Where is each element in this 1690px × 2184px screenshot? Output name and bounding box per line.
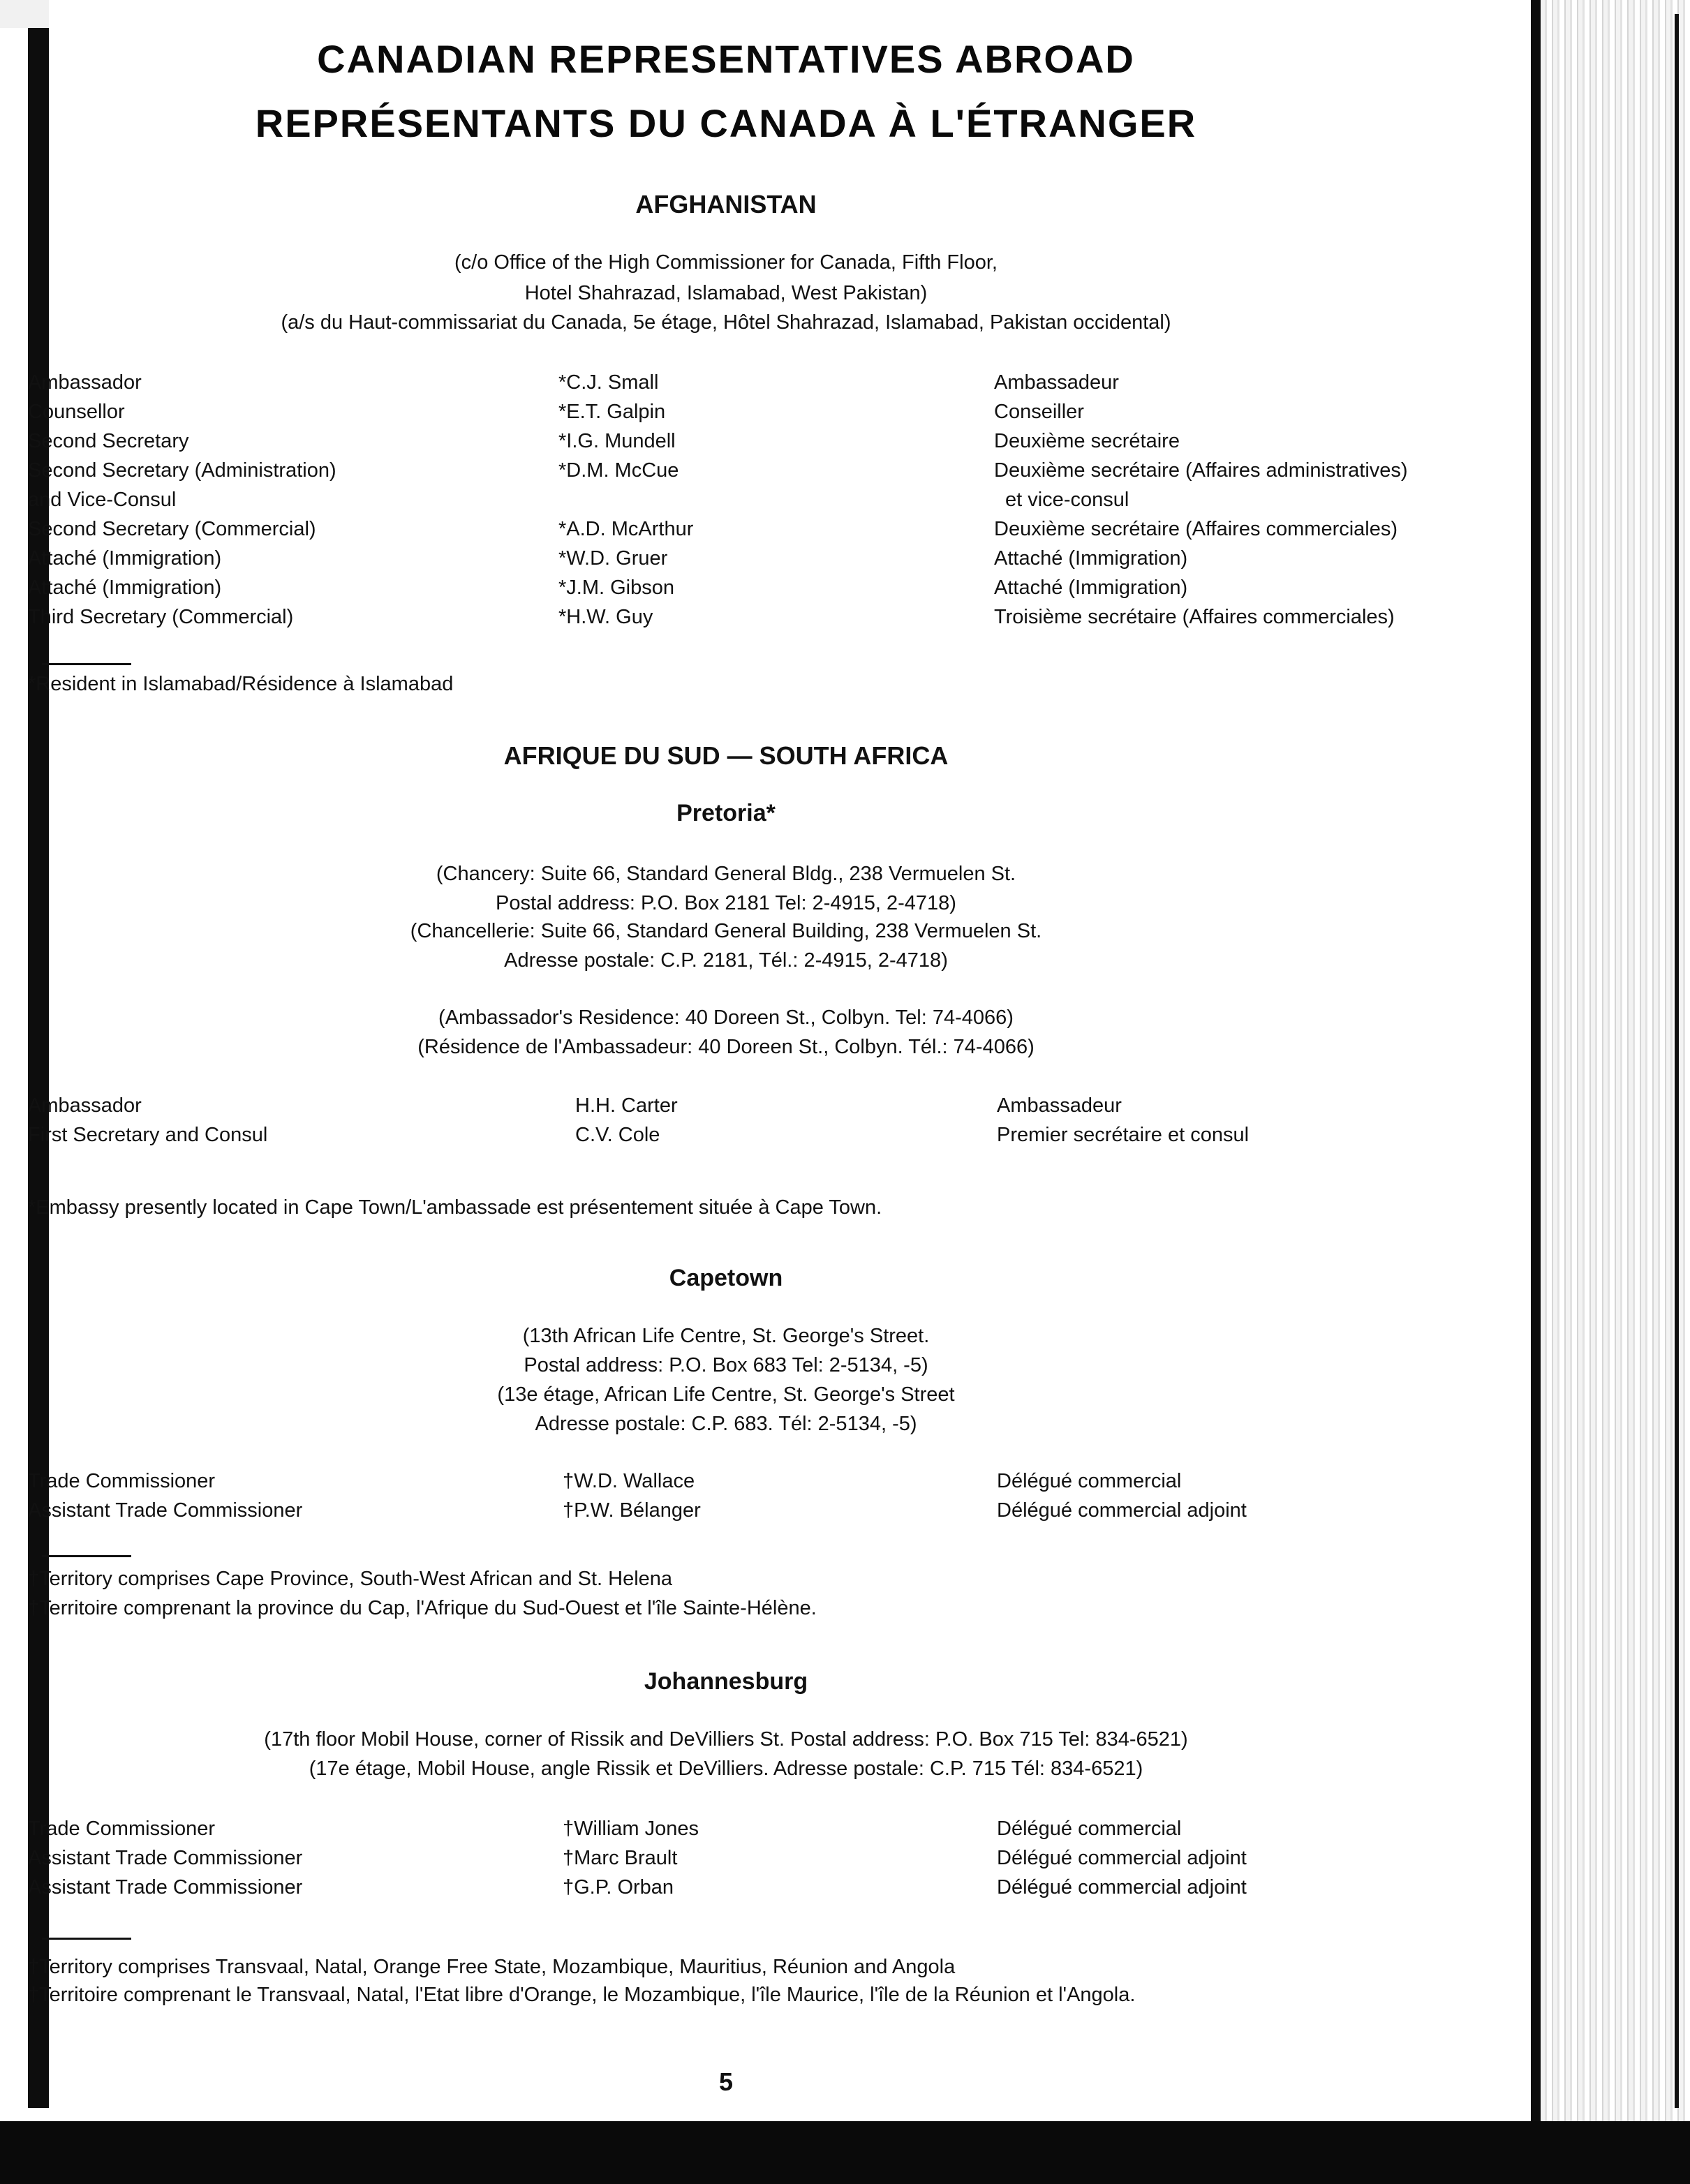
staff-name: †W.D. Wallace bbox=[563, 1470, 695, 1492]
staff-title-fr: Attaché (Immigration) bbox=[994, 577, 1188, 599]
scan-corner bbox=[0, 0, 49, 28]
staff-title-en: Assistant Trade Commissioner bbox=[28, 1847, 303, 1869]
staff-title-fr: Deuxième secrétaire (Affaires administratives) bbox=[994, 459, 1408, 482]
staff-name: *J.M. Gibson bbox=[558, 577, 674, 599]
staff-name: *C.J. Small bbox=[558, 371, 659, 394]
pretoria-address-line: Adresse postale: C.P. 2181, Tél.: 2-4915, 2-4718) bbox=[504, 949, 948, 972]
footnote-rule bbox=[42, 663, 131, 665]
scan-left-edge bbox=[28, 28, 49, 2108]
staff-title-en: Third Secretary (Commercial) bbox=[28, 606, 294, 628]
staff-title-en: First Secretary and Consul bbox=[28, 1124, 268, 1146]
staff-title-en: Assistant Trade Commissioner bbox=[28, 1499, 303, 1522]
staff-title-fr: Attaché (Immigration) bbox=[994, 547, 1188, 570]
staff-name: C.V. Cole bbox=[575, 1124, 660, 1146]
johannesburg-address-line: (17e étage, Mobil House, angle Rissik et DeVilliers. Adresse postale: C.P. 715 Tél: 834-6521) bbox=[309, 1758, 1143, 1780]
staff-name: †Marc Brault bbox=[563, 1847, 678, 1869]
page-title-en: CANADIAN REPRESENTATIVES ABROAD bbox=[317, 37, 1135, 81]
staff-name: *W.D. Gruer bbox=[558, 547, 668, 570]
staff-title-fr: Délégué commercial bbox=[997, 1470, 1182, 1492]
staff-name: *E.T. Galpin bbox=[558, 401, 666, 423]
pretoria-address-line: (Chancery: Suite 66, Standard General Bldg., 238 Vermuelen St. bbox=[436, 863, 1016, 885]
footnote-rule bbox=[42, 1938, 131, 1940]
afghanistan-footnote: *Resident in Islamabad/Résidence à Islamabad bbox=[28, 673, 454, 695]
footnote-rule bbox=[42, 1555, 131, 1557]
staff-name: *D.M. McCue bbox=[558, 459, 679, 482]
staff-title-fr: Deuxième secrétaire bbox=[994, 430, 1180, 452]
staff-title-en: Ambassador bbox=[28, 371, 142, 394]
staff-title-en: and Vice-Consul bbox=[28, 489, 177, 511]
pretoria-footnote: *Embassy presently located in Cape Town/L'ambassade est présentement située à Cape Town. bbox=[28, 1196, 882, 1219]
johannesburg-footnote: †Territory comprises Transvaal, Natal, Orange Free State, Mozambique, Mauritius, Réunion and Angola bbox=[28, 1956, 956, 1978]
staff-name: †G.P. Orban bbox=[563, 1876, 674, 1899]
capetown-address-line: (13e étage, African Life Centre, St. George's Street bbox=[497, 1383, 955, 1406]
staff-title-en: Trade Commissioner bbox=[28, 1818, 216, 1840]
staff-name: H.H. Carter bbox=[575, 1094, 678, 1117]
pretoria-address-line: (Chancellerie: Suite 66, Standard General Building, 238 Vermuelen St. bbox=[410, 920, 1042, 942]
heading-south-africa: AFRIQUE DU SUD — SOUTH AFRICA bbox=[503, 741, 949, 770]
page-number: 5 bbox=[718, 2067, 734, 2096]
staff-title-en: Counsellor bbox=[28, 401, 125, 423]
staff-name: †William Jones bbox=[563, 1818, 699, 1840]
pretoria-residence-line: (Résidence de l'Ambassadeur: 40 Doreen St., Colbyn. Tél.: 74-4066) bbox=[417, 1036, 1035, 1058]
pretoria-address-line: Postal address: P.O. Box 2181 Tel: 2-4915, 2-4718) bbox=[496, 892, 956, 914]
heading-capetown: Capetown bbox=[669, 1265, 783, 1291]
staff-title-fr: Ambassadeur bbox=[994, 371, 1119, 394]
staff-title-en: Attaché (Immigration) bbox=[28, 547, 222, 570]
staff-title-en: Second Secretary (Commercial) bbox=[28, 518, 316, 540]
staff-title-fr: Premier secrétaire et consul bbox=[997, 1124, 1250, 1146]
staff-title-fr: Délégué commercial adjoint bbox=[997, 1847, 1247, 1869]
johannesburg-address-line: (17th floor Mobil House, corner of Rissik and DeVilliers St. Postal address: P.O. Box 715 Tel: 834-6521) bbox=[264, 1728, 1188, 1751]
johannesburg-footnote: †Territoire comprenant le Transvaal, Natal, l'Etat libre d'Orange, le Mozambique, l'île Maurice, l'île de la Réunion et l'Angola. bbox=[28, 1984, 1136, 2006]
staff-name: *A.D. McArthur bbox=[558, 518, 694, 540]
page-title-fr: REPRÉSENTANTS DU CANADA À L'ÉTRANGER bbox=[255, 101, 1197, 145]
afghanistan-address-line: (a/s du Haut-commissariat du Canada, 5e étage, Hôtel Shahrazad, Islamabad, Pakistan occidental) bbox=[281, 311, 1171, 334]
afghanistan-address-line: Hotel Shahrazad, Islamabad, West Pakistan) bbox=[524, 282, 928, 304]
heading-pretoria: Pretoria* bbox=[676, 800, 776, 826]
staff-title-en: Second Secretary bbox=[28, 430, 189, 452]
staff-title-fr: Deuxième secrétaire (Affaires commerciales) bbox=[994, 518, 1398, 540]
staff-title-en: Attaché (Immigration) bbox=[28, 577, 222, 599]
scan-right-edge bbox=[1531, 0, 1690, 2184]
staff-title-en: Ambassador bbox=[28, 1094, 142, 1117]
staff-title-fr: Ambassadeur bbox=[997, 1094, 1122, 1117]
staff-title-en: Trade Commissioner bbox=[28, 1470, 216, 1492]
afghanistan-address-line: (c/o Office of the High Commissioner for Canada, Fifth Floor, bbox=[454, 251, 998, 274]
staff-title-fr: Délégué commercial adjoint bbox=[997, 1876, 1247, 1899]
capetown-address-line: Postal address: P.O. Box 683 Tel: 2-5134, -5) bbox=[524, 1354, 928, 1376]
staff-name: *H.W. Guy bbox=[558, 606, 653, 628]
staff-title-fr: Délégué commercial adjoint bbox=[997, 1499, 1247, 1522]
capetown-footnote: †Territoire comprenant la province du Cap, l'Afrique du Sud-Ouest et l'île Sainte-Hélène. bbox=[28, 1597, 817, 1619]
staff-title-en: Assistant Trade Commissioner bbox=[28, 1876, 303, 1899]
capetown-address-line: Adresse postale: C.P. 683. Tél: 2-5134, -5) bbox=[535, 1413, 917, 1435]
pretoria-residence-line: (Ambassador's Residence: 40 Doreen St., Colbyn. Tel: 74-4066) bbox=[438, 1006, 1014, 1029]
staff-title-fr: et vice-consul bbox=[1005, 489, 1129, 511]
capetown-address-line: (13th African Life Centre, St. George's Street. bbox=[522, 1325, 930, 1347]
staff-title-fr: Délégué commercial bbox=[997, 1818, 1182, 1840]
staff-title-fr: Troisième secrétaire (Affaires commerciales) bbox=[994, 606, 1395, 628]
capetown-footnote: †Territory comprises Cape Province, South-West African and St. Helena bbox=[28, 1568, 673, 1590]
staff-title-fr: Conseiller bbox=[994, 401, 1084, 423]
staff-name: *I.G. Mundell bbox=[558, 430, 676, 452]
heading-johannesburg: Johannesburg bbox=[644, 1668, 808, 1695]
staff-title-en: Second Secretary (Administration) bbox=[28, 459, 336, 482]
heading-afghanistan: AFGHANISTAN bbox=[635, 190, 817, 218]
staff-name: †P.W. Bélanger bbox=[563, 1499, 701, 1522]
scan-bottom-edge bbox=[0, 2121, 1690, 2184]
